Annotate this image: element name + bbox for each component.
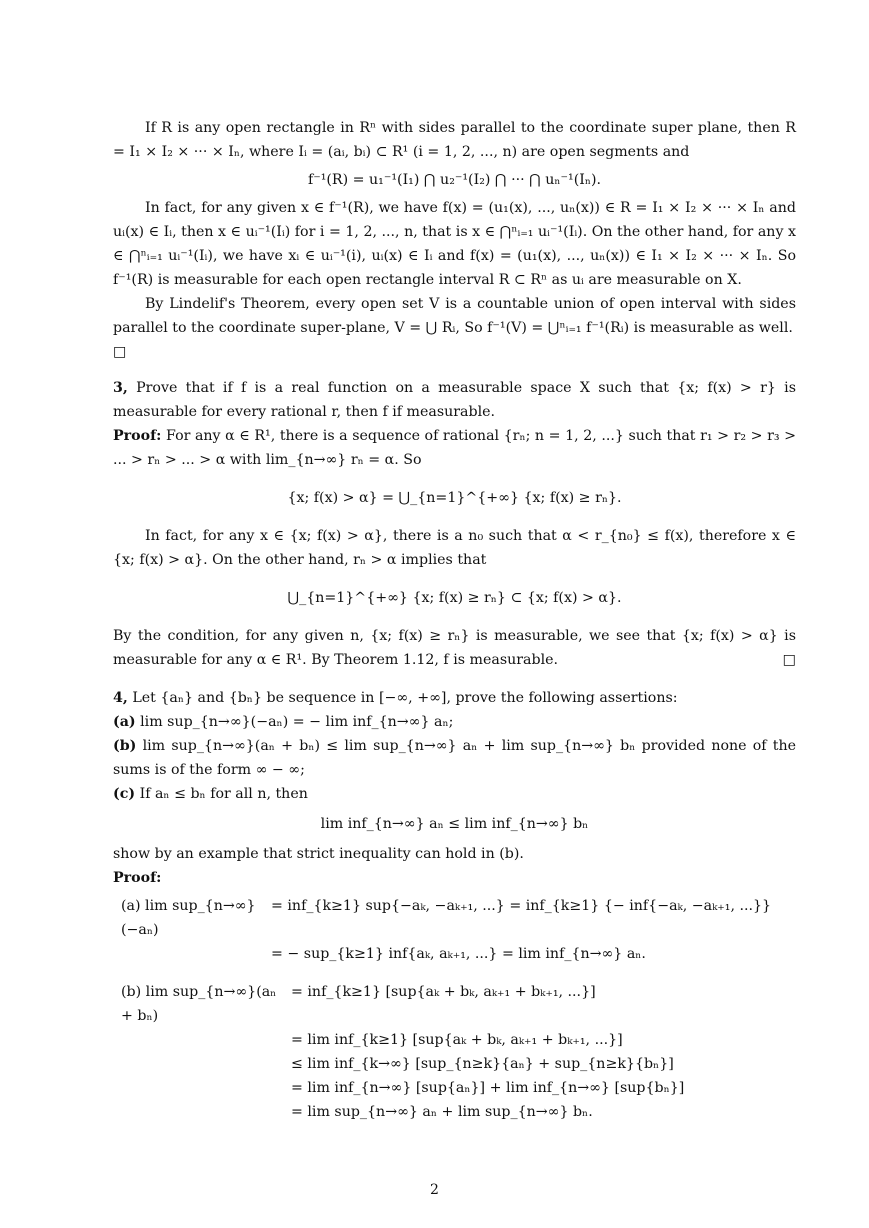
assertion-a [113,710,796,734]
derivation-row [121,1076,796,1100]
qed-symbol: □ [113,344,127,360]
paragraph-in-fact: In fact, for any given x ∈ f⁻¹(R), we have f(x) = (u₁(x), ..., uₙ(x)) ∈ R = I₁ × I₂ × ··· × Iₙ and uᵢ(x) ∈ Iᵢ, then x ∈ uᵢ⁻¹(Iᵢ) for i = 1, 2, ..., n, that is x ∈ ⋂ⁿᵢ₌₁ uᵢ⁻¹(Iᵢ). On the other hand, for any x ∈ ⋂ⁿᵢ₌₁ uᵢ⁻¹(Iᵢ), we have xᵢ ∈ uᵢ⁻¹(i), uᵢ(x) ∈ Iᵢ and f(x) = (u₁(x), ..., uₙ(x)) ∈ I₁ × I₂ × ··· × Iₙ. So f⁻¹(R) is measurable for each open rectangle interval R ⊂ Rⁿ as uᵢ are measurable on X. [113,200,796,288]
derivation-row [121,980,796,1028]
problem-3-proof [113,424,796,472]
assertion-a-label: (a) [113,714,136,730]
derivation-row [121,1100,796,1124]
problem-4-proof-label-line [113,866,796,890]
derivation-row [121,942,796,966]
proof-b-lhs: (b) lim sup_{n→∞}(aₙ + bₙ) [121,984,277,1024]
assertion-c [113,782,796,806]
proof-label: Proof: [113,428,162,444]
assertion-a-text: lim sup_{n→∞}(−aₙ) = − lim inf_{n→∞} aₙ; [140,714,454,730]
assertion-b-text: lim sup_{n→∞}(aₙ + bₙ) ≤ lim sup_{n→∞} aₙ + lim sup_{n→∞} bₙ provided none of the sums is of the form ∞ − ∞; [113,738,796,778]
paragraph-rectangle: If R is any open rectangle in Rⁿ with sides parallel to the coordinate super plane, then R = I₁ × I₂ × ··· × Iₙ, where Iᵢ = (aᵢ, bᵢ) ⊂ R¹ (i = 1, 2, ..., n) are open segments and [113,120,796,160]
derivation-row [121,1028,796,1052]
assertion-b [113,734,796,782]
assertion-c-text: If aₙ ≤ bₙ for all n, then [139,786,308,802]
problem-3-number: 3, [113,380,128,396]
assertion-c-equation: lim inf_{n→∞} aₙ ≤ lim inf_{n→∞} bₙ [320,816,589,832]
proof-b-line-1: = inf_{k≥1} [sup{aₖ + bₖ, aₖ₊₁ + bₖ₊₁, ...}] [291,984,596,1000]
assertion-c-label: (c) [113,786,136,802]
problem-3-proof-text: For any α ∈ R¹, there is a sequence of rational {rₙ; n = 1, 2, ...} such that r₁ > r₂ > r₃ > ... > rₙ > ... > α with lim_{n→∞} rₙ = α. So [113,428,796,468]
problem-3-paragraph-3 [113,624,796,672]
problem-4-number: 4, [113,690,128,706]
problem-4-statement [113,686,796,710]
proof-a-line-2: = − sup_{k≥1} inf{aₖ, aₖ₊₁, ...} = lim inf_{n→∞} aₙ. [271,946,646,962]
proof-a-line-1: = inf_{k≥1} sup{−aₖ, −aₖ₊₁, ...} = inf_{k≥1} {− inf{−aₖ, −aₖ₊₁, ...}} [271,898,772,914]
proof-b-line-4: = lim inf_{n→∞} [sup{aₙ}] + lim inf_{n→∞} [sup{bₙ}] [291,1080,685,1096]
problem-3-equation-1: {x; f(x) > α} = ⋃_{n=1}^{+∞} {x; f(x) ≥ rₙ}. [287,490,622,506]
problem-4-show: show by an example that strict inequality can hold in (b). [113,846,524,862]
assertion-b-label: (b) [113,738,137,754]
proof-label: Proof: [113,870,162,886]
problem-3-conclusion: By the condition, for any given n, {x; f(x) ≥ rₙ} is measurable, we see that {x; f(x) > α} is measurable for any α ∈ R¹. By Theorem 1.12, f is measurable. [113,628,796,668]
proof-b-derivation [121,980,796,1124]
proof-b-line-2: = lim inf_{k≥1} [sup{aₖ + bₖ, aₖ₊₁ + bₖ₊₁, ...}] [291,1032,623,1048]
equation-preimage-rectangle: f⁻¹(R) = u₁⁻¹(I₁) ⋂ u₂⁻¹(I₂) ⋂ ··· ⋂ uₙ⁻¹(Iₙ). [307,172,602,188]
derivation-row [121,894,796,942]
problem-3-text: Prove that if f is a real function on a measurable space X such that {x; f(x) > r} is measurable for every rational r, then f if measurable. [113,380,796,420]
problem-3-statement [113,376,796,424]
problem-3-paragraph-2: In fact, for any x ∈ {x; f(x) > α}, there is a n₀ such that α < r_{n₀} ≤ f(x), therefore x ∈ {x; f(x) > α}. On the other hand, rₙ > α implies that [113,528,796,568]
proof-b-line-5: = lim sup_{n→∞} aₙ + lim sup_{n→∞} bₙ. [291,1104,593,1120]
problem-4-text: Let {aₙ} and {bₙ} be sequence in [−∞, +∞], prove the following assertions: [132,690,678,706]
problem-3-equation-2: ⋃_{n=1}^{+∞} {x; f(x) ≥ rₙ} ⊂ {x; f(x) > α}. [287,590,622,606]
paragraph-lindelof: By Lindelif's Theorem, every open set V is a countable union of open interval with sides parallel to the coordinate super-plane, V = ⋃ Rᵢ, So f⁻¹(V) = ⋃ⁿᵢ₌₁ f⁻¹(Rᵢ) is measurable as well. [113,296,796,336]
qed-symbol: □ [782,652,796,668]
derivation-row [121,1052,796,1076]
proof-a-derivation [121,894,796,966]
page-number: 2 [430,1182,439,1198]
page-body [113,116,796,1124]
proof-a-lhs: (a) lim sup_{n→∞}(−aₙ) [121,898,256,938]
proof-b-line-3: ≤ lim inf_{k→∞} [sup_{n≥k}{aₙ} + sup_{n≥k}{bₙ}] [291,1056,674,1072]
